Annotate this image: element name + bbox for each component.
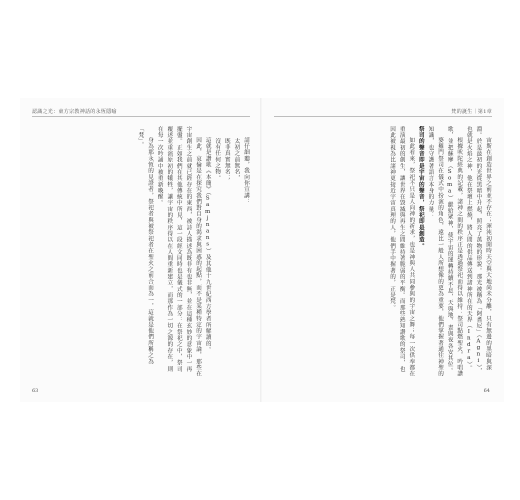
body-text <box>274 126 492 378</box>
header-rule <box>32 116 250 117</box>
running-header: 認識之光：東方宗教神話的永恆隱喻 <box>32 109 117 115</box>
right-page <box>262 98 504 402</box>
highlighted-phrase: 祭司的聲音即是宇宙的聲音，祭祀即是創造。 <box>417 126 424 249</box>
header-rule <box>274 116 492 117</box>
paragraph: 根據吠陀經典的記載，諸神之間的秩序正是透過祭祀而得以維持：祭司點燃聖火，吟唱讚歌，並把蘇摩（Soma）獻給眾神，使宇宙的運轉持續不息，天與地、晝與夜各安其位。 <box>446 126 463 378</box>
running-header: 梵的誕生｜第1章 <box>451 109 492 115</box>
paragraph: 如此看來，祭祀不只是人向神的祈求，也是神與人共同參與的宇宙之舞；每一次供奉都在重演最初的創生，讓世界在毀滅與再生之間維持著脆弱的平衡。而那些熟知讚歌的祭司，也因此被視為比諸神更接近宇宙真理的人，他們手中握著的，正是梵。 <box>389 126 415 378</box>
verse-intro: 請仔細聽，我向你宣講： <box>243 137 249 205</box>
paragraph: 這就是讚歌《本簡》（Samjnans）及其他十九世紀西方學者所解讀的。 <box>204 137 211 353</box>
verse-line: 太初之前無名， <box>233 138 240 182</box>
verse-line: 沒有任何之物。 <box>214 138 221 182</box>
paragraph: 身為那永恆的見證者，祭祀者與被祭祀者在聖火之前合而為一，這就是他們所稱之為「梵」。 <box>137 126 154 365</box>
body-text <box>32 126 250 378</box>
verse-line: 既非真實無名； <box>223 138 230 182</box>
page-number: 64 <box>483 388 490 394</box>
page-number: 63 <box>32 388 39 394</box>
paragraph: 婆羅門祭司在儀式中扮演的角色，遠比一般人所想像的更為重要，他們掌握著通往神聖的知識，也守護著語言本身的力量： <box>427 126 444 378</box>
left-page <box>20 98 262 402</box>
paragraph: 宙斯在創造世界之前並不存在；渾沌初開時天空與大地尚未分離，只有無邊的黑暗與深淵。於是最初的光從黑暗中升起，照亮了萬物的形貌。那光被稱為「阿耆尼」（Agni），也就是火焰之神，他在祭壇上燃燒，將人間的供品傳送到諸神所在的天界（Indra）。 <box>465 126 491 375</box>
paragraph: 因此，哀倫是在探究我們對自身的渴求與困惑的起點，而不是某種特定的宇宙論，那些在宇宙創生之前就已經存在的東西，被詩人描述為既非有也非無，並在這種玄妙的意象中一再擺盪。正如我們在其他傳統中所見，這一段經文同時也是儀式的一部分：在祭祀之中，祭司覆述並重演原初的犧牲，讓宇宙的秩序得以在人間重新建立，而那作為一切之源的存在，則在每一次吟誦中被重新喚醒。 <box>156 126 202 378</box>
